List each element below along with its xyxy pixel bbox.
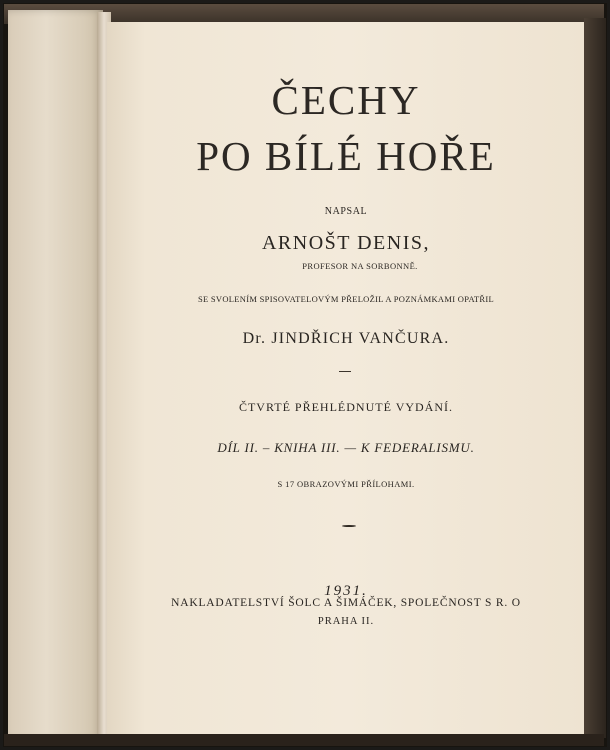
volume-line: DÍL II. – KNIHA III. — K FEDERALISMU.: [217, 440, 475, 455]
written-by-label: NAPSAL: [324, 206, 368, 217]
separator-dash: [339, 371, 351, 372]
plates-note: S 17 OBRAZOVÝMI PŘÍLOHAMI.: [277, 479, 415, 489]
publication-year: 1931.: [324, 583, 368, 599]
translation-note: SE SVOLENÍM SPISOVATELOVÝM PŘELOŽIL A POZNÁMKAMI OPATŘIL: [197, 294, 495, 304]
title-line-1: ČECHY: [271, 77, 421, 123]
book-board-bottom: [4, 734, 604, 746]
title-page: [107, 22, 585, 734]
ornament-rule: [342, 524, 356, 528]
publisher-city: PRAHA II.: [317, 616, 375, 627]
title-line-2: PO BÍLÉ HOŘE: [196, 133, 496, 179]
author-role: PROFESOR NA SORBONNĚ.: [302, 261, 418, 271]
translator-name: Dr. JINDŘICH VANČURA.: [242, 330, 450, 347]
author-name: ARNOŠT DENIS,: [261, 232, 431, 254]
publisher-line: NAKLADATELSTVÍ ŠOLC A ŠIMÁČEK, SPOLEČNOST S R. O: [171, 597, 521, 609]
book-board-right: [584, 18, 606, 738]
edition-note: ČTVRTÉ PŘEHLÉDNUTÉ VYDÁNÍ.: [238, 400, 454, 414]
left-page: [8, 10, 103, 740]
